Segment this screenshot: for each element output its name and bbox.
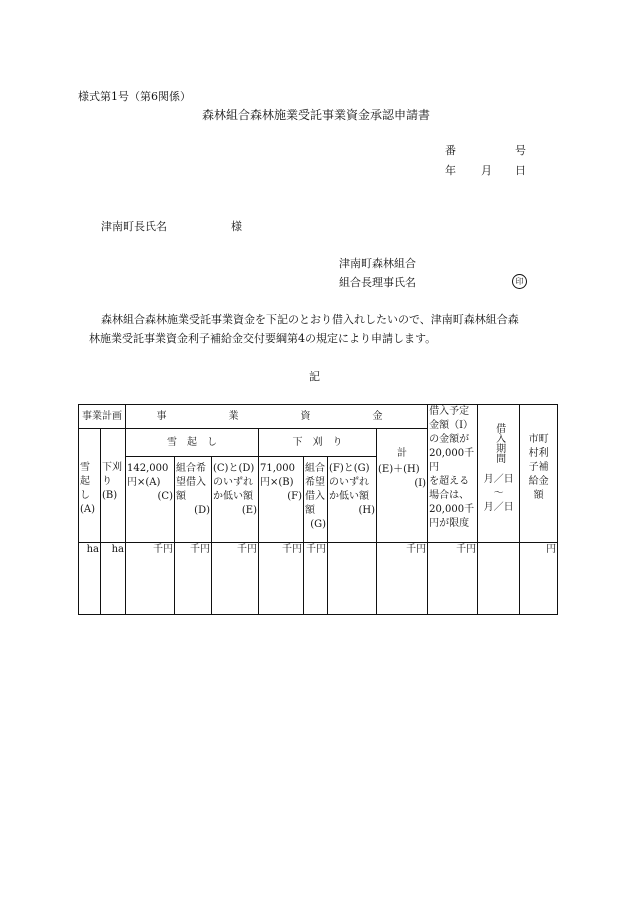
number-label: 番 xyxy=(445,144,456,157)
unit-cell[interactable]: 千円 xyxy=(304,543,328,615)
unit-cell[interactable]: 千円 xyxy=(377,543,428,615)
loan-period-header: 借入期間 月／日 ～ 月／日 xyxy=(478,405,520,543)
snow-header: 雪 起 し xyxy=(126,429,259,457)
total-header: 計 (E)＋(H) (I) xyxy=(377,429,428,543)
addressee-honorific: 様 xyxy=(231,220,242,233)
unit-cell[interactable]: 千円 xyxy=(212,543,259,615)
number-suffix: 号 xyxy=(515,144,526,157)
col-c-header: 142,000 円×(A) (C) xyxy=(126,457,175,543)
col-a-header: 雪起 し (A) xyxy=(79,429,101,543)
unit-cell[interactable]: 千円 xyxy=(259,543,304,615)
date-year: 年 xyxy=(445,164,456,177)
date-day: 日 xyxy=(515,164,526,177)
cut-header: 下 刈 り xyxy=(259,429,377,457)
col-b-header: 下刈 り (B) xyxy=(101,429,126,543)
seal-mark: 印 xyxy=(512,274,527,289)
unit-cell[interactable]: 円 xyxy=(520,543,558,615)
form-number: 様式第1号（第6関係） xyxy=(78,90,191,103)
applicant-org: 津南町森林組合 xyxy=(339,257,416,270)
body-text-line1: 森林組合森林施業受託事業資金を下記のとおり借入れしたいので、津南町森林組合森 xyxy=(101,313,519,326)
unit-cell[interactable] xyxy=(328,543,377,615)
funds-table xyxy=(78,404,558,615)
municipal-subsidy-header: 市町村利子補給金額 xyxy=(520,405,558,543)
unit-cell[interactable]: 千円 xyxy=(175,543,212,615)
unit-cell[interactable] xyxy=(478,543,520,615)
col-d-header: 組合希 望借入 額 (D) xyxy=(175,457,212,543)
col-e-header: (C)と(D) のいずれ か低い額 (E) xyxy=(212,457,259,543)
col-h-header: (F)と(G) のいずれ か低い額 (H) xyxy=(328,457,377,543)
unit-cell[interactable]: 千円 xyxy=(126,543,175,615)
body-text-line2: 林施業受託事業資金利子補給金交付要綱第4の規定により申請します。 xyxy=(89,332,437,345)
col-g-header: 組合 希望 借入 額 (G) xyxy=(304,457,328,543)
funds-header: 事 業 資 金 xyxy=(126,405,428,429)
document-title: 森林組合森林施業受託事業資金承認申請書 xyxy=(202,108,431,122)
unit-cell[interactable]: 千円 xyxy=(428,543,478,615)
unit-cell[interactable]: ha xyxy=(79,543,101,615)
plan-header: 事業計画 xyxy=(79,405,126,429)
date-month: 月 xyxy=(481,164,492,177)
applicant-rep: 組合長理事氏名 xyxy=(339,276,416,289)
addressee: 津南町長氏名 xyxy=(101,220,167,233)
unit-cell[interactable]: ha xyxy=(101,543,126,615)
loan-amount-header: 借入予定 金額（I） の金額が 20,000千 円 を超える 場合は、 20,000千 円が限度 xyxy=(428,405,478,543)
col-f-header: 71,000 円×(B) (F) xyxy=(259,457,304,543)
ki-heading: 記 xyxy=(309,370,320,383)
